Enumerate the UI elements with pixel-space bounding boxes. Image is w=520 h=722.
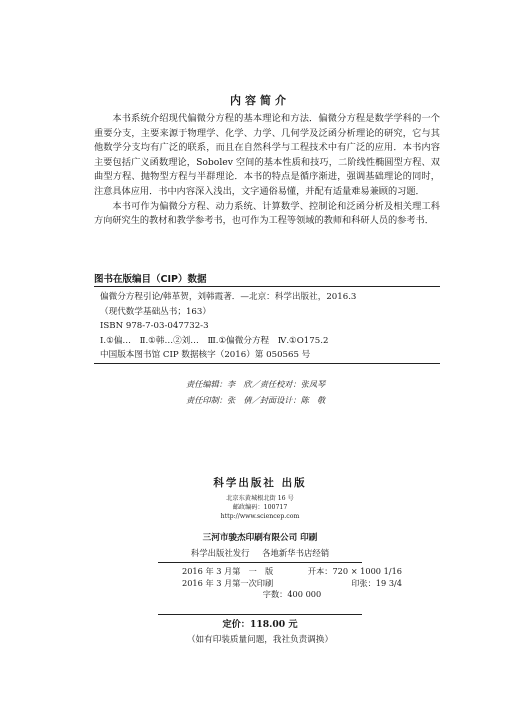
summary-paragraph: 本书可作为偏微分方程、动力系统、计算数学、控制论和泛函分析及相关理工科方向研究生的教材和教学参考书，也可作为工程等领域的教师和科研人员的参考书．	[94, 200, 440, 227]
word-count: 字数：400 000	[262, 589, 322, 599]
publisher-website: http://www.sciencep.com	[220, 513, 300, 520]
publisher-name: 科学出版社 出版	[213, 477, 307, 489]
publisher-address: 北京东黄城根北街 16 号	[226, 495, 294, 502]
credit-line: 责任编辑：李 欣／责任校对：张凤琴	[186, 379, 326, 389]
summary-body	[94, 112, 440, 229]
price: 定价：118.00 元	[222, 619, 298, 630]
quality-notice: （如有印装质量问题，我社负责调换）	[186, 635, 334, 645]
summary-title: 内容简介	[230, 94, 290, 107]
publisher-rule	[158, 562, 362, 563]
edition-rule	[158, 614, 362, 615]
printing-row	[182, 578, 402, 590]
edition-row	[182, 566, 402, 578]
distribution-line	[0, 547, 520, 559]
cip-bottom-rule	[94, 363, 440, 364]
printing-date: 2016 年 3 月第一次印刷	[182, 577, 274, 588]
cip-heading: 图书在版编目（CIP）数据	[94, 274, 207, 285]
publisher-postcode: 邮政编码：100717	[232, 504, 288, 511]
cip-record-line: 中国版本图书馆 CIP 数据核字（2016）第 050565 号	[100, 350, 311, 361]
cip-isbn-line: ISBN 978-7-03-047732-3	[100, 321, 209, 332]
distribution-retailer: 各地新华书店经销	[262, 548, 330, 558]
credit-line: 责任印制：张 倩／封面设计：陈 敬	[186, 395, 326, 405]
printed-sheets: 印张：19 3/4	[351, 577, 402, 588]
cip-top-rule	[94, 286, 440, 287]
format-size: 开本：720 × 1000 1/16	[307, 566, 402, 576]
editorial-credits	[186, 376, 446, 408]
cip-classification-line: Ⅰ.①偏… Ⅱ.①韩…②刘… Ⅲ.①偏微分方程 Ⅳ.①O175.2	[100, 335, 329, 346]
cip-series-line: （现代数学基础丛书；163）	[100, 306, 211, 317]
summary-paragraph: 本书系统介绍现代偏微分方程的基本理论和方法．偏微分方程是数学学科的一个重要分支，主要来源于物理学、化学、力学、几何学及泛函分析理论的研究，它与其他数学分支均有广泛的联系，而且在自然科学与工程技术中有广泛的应用．本书内容主要包括广义函数理论，Sobolev 空间的基本性质和技巧，二阶线性椭圆型方程、双曲型方程、抛物型方程与半群理论．本书的特点是循序渐进，强调基础理论的同时，注意具体应用．书中内容深入浅出，文字通俗易懂，并配有适量难易兼顾的习题．	[94, 113, 440, 197]
cip-title-line: 偏微分方程引论/韩革贺，刘韩霞著．—北京：科学出版社，2016.3	[100, 292, 357, 302]
cip-data	[100, 290, 440, 363]
printer-name: 三河市骏杰印刷有限公司 印刷	[202, 533, 318, 543]
edition-date: 2016 年 3 月第 一 版	[182, 566, 274, 576]
distribution-publisher: 科学出版社发行	[190, 548, 250, 558]
edition-info	[182, 566, 402, 601]
